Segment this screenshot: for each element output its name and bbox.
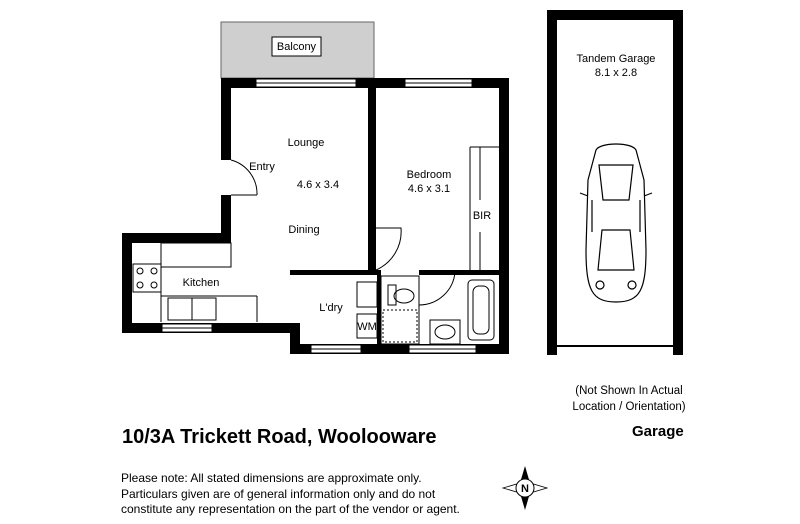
- property-address: 10/3A Trickett Road, Woolooware: [122, 426, 437, 448]
- disclaimer-line: Particulars given are of general information only and do not: [121, 486, 436, 501]
- entry-label: Entry: [249, 161, 275, 173]
- wm-label: WM: [357, 321, 377, 333]
- bedroom-size: 4.6 x 3.1: [407, 183, 451, 195]
- disclaimer-line: constitute any representation on the part of the vendor or agent.: [121, 502, 460, 516]
- bir-closet: [470, 147, 499, 270]
- laundry-label: L'dry: [319, 302, 343, 314]
- garage-title: Tandem Garage: [576, 53, 656, 65]
- lounge-size: 4.6 x 3.4: [296, 179, 340, 191]
- disclaimer-line: Please note: All stated dimensions are approximate only.: [121, 471, 422, 485]
- balcony-label: Balcony: [276, 41, 317, 53]
- garage-note-line2: Location / Orientation): [572, 401, 686, 413]
- disclaimer: [121, 471, 460, 518]
- balcony: [221, 22, 374, 78]
- garage-caption: Garage: [632, 423, 684, 440]
- garage-note: [569, 383, 689, 415]
- lounge-label: Lounge: [287, 137, 325, 149]
- compass-icon: [503, 466, 547, 510]
- walls: [122, 78, 509, 354]
- garage-plan: [547, 10, 683, 355]
- compass-label: N: [521, 483, 529, 495]
- bathroom-fixtures: [381, 276, 494, 344]
- bedroom-label: Bedroom: [406, 169, 452, 181]
- garage-note-line1: (Not Shown In Actual: [575, 385, 683, 397]
- bir-label: BIR: [472, 210, 492, 222]
- car-icon: [580, 144, 652, 302]
- doors: [231, 160, 455, 305]
- dining-label: Dining: [288, 224, 320, 236]
- garage-size: 8.1 x 2.8: [594, 67, 638, 79]
- kitchen-label: Kitchen: [182, 277, 220, 289]
